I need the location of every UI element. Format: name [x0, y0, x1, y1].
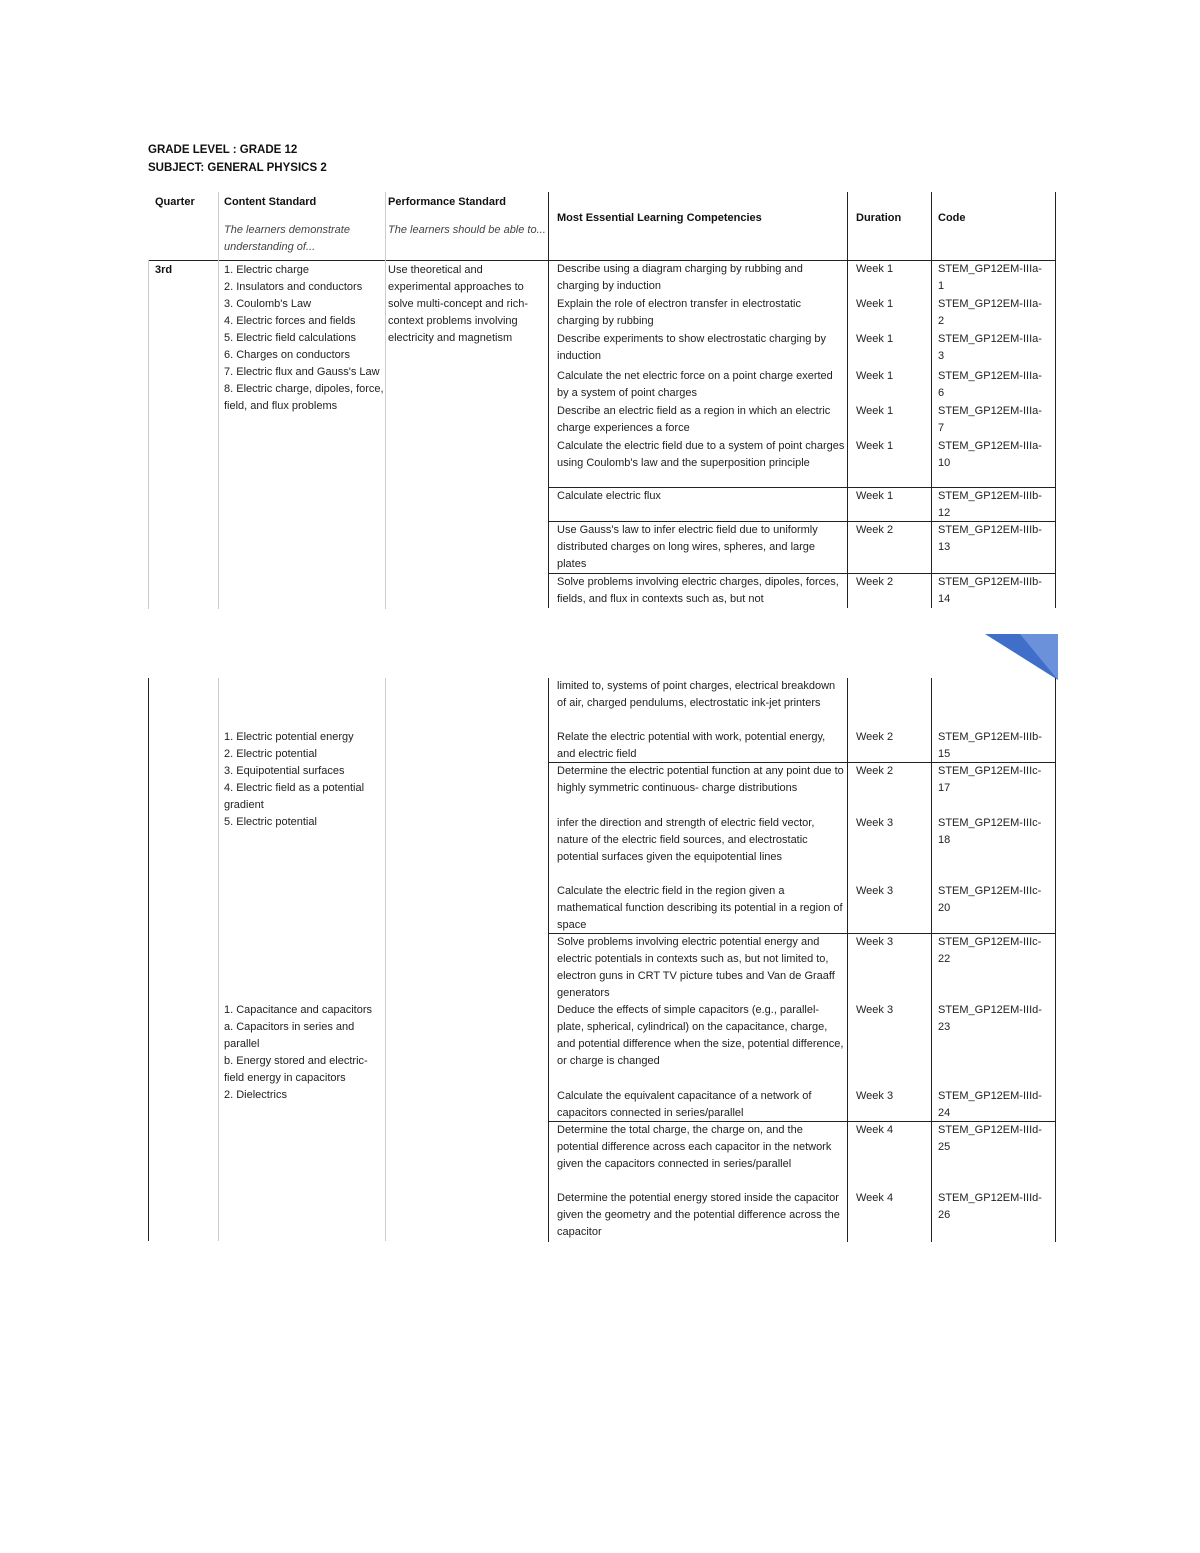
table-row: [549, 763, 1055, 815]
code-cell: STEM_GP12EM-IIIc-22: [931, 934, 1048, 1002]
duration-cell: Week 2: [847, 574, 932, 608]
content-standard-item: 5. Electric field calculations: [224, 332, 357, 344]
competency-text: Calculate the equivalent capacitance of a network of capacitors connected in series/parallel: [557, 1090, 812, 1119]
table-row: [549, 438, 1055, 488]
code-cell: STEM_GP12EM-IIIb-14: [931, 574, 1048, 608]
table-row: [549, 261, 1055, 296]
code-cell: STEM_GP12EM-IIIa-6: [931, 368, 1048, 403]
content-standard-item: 3. Coulomb's Law: [224, 298, 312, 310]
competency-text: Describe experiments to show electrostatic charging by induction: [557, 333, 827, 362]
header-content-standard: [224, 194, 384, 256]
header-row: [548, 192, 1056, 261]
duration-cell: Week 1: [847, 403, 932, 438]
duration-cell: Week 3: [847, 1088, 932, 1121]
header-content-sub: The learners demonstrate understanding of...: [224, 224, 350, 253]
competency-text: Solve problems involving electric potential energy and electric potentials in contexts such as, but not limited to, electron guns in CRT TV picture tubes and Van de Graaff generators: [557, 936, 835, 999]
table-row: [549, 729, 1055, 763]
table-row: [549, 403, 1055, 438]
code-cell: STEM_GP12EM-IIIc-20: [931, 883, 1048, 933]
code-cell: STEM_GP12EM-IIId-24: [931, 1088, 1048, 1121]
code-cell: STEM_GP12EM-IIIa-10: [931, 438, 1048, 487]
duration-cell: Week 1: [847, 438, 932, 487]
competency-text: Solve problems involving electric charges, dipoles, forces, fields, and flux in contexts such as, but not: [557, 576, 839, 605]
competency-text: Use Gauss's law to infer electric field due to uniformly distributed charges on long wires, spheres, and large plates: [557, 524, 818, 570]
competency-text: infer the direction and strength of electric field vector, nature of the electric field sources, and electrostatic potential surfaces given the equipotential lines: [557, 817, 815, 863]
content-standard-item: 5. Electric potential: [224, 816, 317, 828]
content-standard-item: 7. Electric flux and Gauss's Law: [224, 366, 380, 378]
table-row: [549, 678, 1055, 729]
code-cell: [931, 678, 1048, 729]
content-standard-item: b. Energy stored and electric-field energy in capacitors: [224, 1055, 368, 1084]
duration-cell: Week 4: [847, 1122, 932, 1190]
table-row: [549, 1190, 1055, 1242]
table-row: [549, 883, 1055, 934]
duration-cell: Week 2: [847, 729, 932, 762]
table-row: [549, 368, 1055, 403]
curriculum-table-2: [148, 678, 1054, 1241]
table-row: [549, 1122, 1055, 1190]
content-standard-item: 2. Insulators and conductors: [224, 281, 363, 293]
table-row: [549, 522, 1055, 574]
header-melc: Most Essential Learning Competencies: [557, 212, 762, 224]
duration-cell: Week 3: [847, 934, 932, 1002]
duration-cell: Week 1: [847, 368, 932, 403]
competency-text: Determine the electric potential function at any point due to highly symmetric continuous- charge distributions: [557, 765, 844, 794]
duration-cell: Week 1: [847, 331, 932, 368]
content-standard-item: 1. Electric charge: [224, 264, 309, 276]
code-cell: STEM_GP12EM-IIIc-18: [931, 815, 1048, 883]
content-standard-item: 3. Equipotential surfaces: [224, 765, 345, 777]
code-cell: STEM_GP12EM-IIId-23: [931, 1002, 1048, 1088]
code-cell: STEM_GP12EM-IIId-26: [931, 1190, 1048, 1242]
duration-cell: Week 3: [847, 815, 932, 883]
content-standard-item: 4. Electric forces and fields: [224, 315, 356, 327]
code-cell: STEM_GP12EM-IIIc-17: [931, 763, 1048, 815]
competency-text: Calculate electric flux: [557, 490, 661, 502]
duration-cell: Week 4: [847, 1190, 932, 1242]
table-row: [549, 1002, 1055, 1088]
table-row: [549, 488, 1055, 522]
table-row: [549, 815, 1055, 883]
duration-cell: Week 2: [847, 763, 932, 815]
competency-text: limited to, systems of point charges, electrical breakdown of air, charged pendulums, electrostatic ink-jet printers: [557, 680, 836, 709]
decorative-triangle-icon: [985, 630, 1060, 682]
content-standard-item: 4. Electric field as a potential gradient: [224, 782, 365, 811]
competency-rows: [548, 261, 1056, 608]
competency-text: Relate the electric potential with work, potential energy, and electric field: [557, 731, 826, 760]
header-divider: [148, 260, 548, 261]
content-standard-item: 2. Dielectrics: [224, 1089, 287, 1101]
duration-cell: Week 3: [847, 1002, 932, 1088]
competency-text: Describe using a diagram charging by rubbing and charging by induction: [557, 263, 803, 292]
code-cell: STEM_GP12EM-IIId-25: [931, 1122, 1048, 1190]
table-row: [549, 1088, 1055, 1122]
competency-rows: [548, 678, 1056, 1242]
header-content-label: Content Standard: [224, 196, 317, 208]
duration-cell: Week 1: [847, 488, 932, 521]
table-row: [549, 296, 1055, 331]
code-cell: STEM_GP12EM-IIIa-7: [931, 403, 1048, 438]
duration-cell: [847, 678, 932, 729]
content-standard-item: 6. Charges on conductors: [224, 349, 350, 361]
header-code: Code: [931, 192, 1048, 260]
header-quarter: Quarter: [155, 196, 195, 208]
header-performance-standard: [388, 194, 548, 239]
code-cell: STEM_GP12EM-IIIa-2: [931, 296, 1048, 331]
code-cell: STEM_GP12EM-IIIb-13: [931, 522, 1048, 573]
content-standard-item: 1. Capacitance and capacitors a. Capacitors in series and parallel: [224, 1004, 372, 1050]
header-duration: Duration: [847, 192, 932, 260]
competency-text: Calculate the electric field in the region given a mathematical function describing its potential in a region of space: [557, 885, 843, 931]
competency-text: Determine the potential energy stored inside the capacitor given the geometry and the potential difference across the capacitor: [557, 1192, 840, 1238]
table-row: [549, 331, 1055, 368]
content-standard-list: [224, 262, 384, 415]
content-standard-item: 1. Electric potential energy: [224, 731, 354, 743]
competency-text: Deduce the effects of simple capacitors (e.g., parallel-plate, spherical, cylindrical) on the capacitance, charge, and potential difference when the size, potential difference, or charge is changed: [557, 1004, 844, 1067]
quarter-value: 3rd: [155, 264, 173, 276]
code-cell: STEM_GP12EM-IIIa-3: [931, 331, 1048, 368]
curriculum-table-1: [148, 192, 1054, 609]
competency-text: Calculate the net electric force on a point charge exerted by a system of point charges: [557, 370, 833, 399]
performance-standard: Use theoretical and experimental approaches to solve multi-concept and rich-context problems involving electricity and magnetism: [388, 264, 529, 344]
competency-text: Describe an electric field as a region in which an electric charge experiences a force: [557, 405, 831, 434]
competency-text: Explain the role of electron transfer in electrostatic charging by rubbing: [557, 298, 801, 327]
content-standard-item: 8. Electric charge, dipoles, force, field, and flux problems: [224, 383, 384, 412]
header-performance-label: Performance Standard: [388, 196, 506, 208]
content-standard-list-capacitance: [224, 1002, 384, 1104]
competency-text: Determine the total charge, the charge on, and the potential difference across each capacitor in the network given the capacitors connected in series/parallel: [557, 1124, 832, 1170]
duration-cell: Week 1: [847, 261, 932, 296]
duration-cell: Week 2: [847, 522, 932, 573]
competency-text: Calculate the electric field due to a system of point charges using Coulomb's law and the superposition principle: [557, 440, 845, 469]
duration-cell: Week 3: [847, 883, 932, 933]
content-standard-item: 2. Electric potential: [224, 748, 317, 760]
code-cell: STEM_GP12EM-IIIb-15: [931, 729, 1048, 762]
header-performance-sub: The learners should be able to...: [388, 224, 546, 236]
code-cell: STEM_GP12EM-IIIa-1: [931, 261, 1048, 296]
duration-cell: Week 1: [847, 296, 932, 331]
code-cell: STEM_GP12EM-IIIb-12: [931, 488, 1048, 521]
table-row: [549, 934, 1055, 1002]
subject: SUBJECT: GENERAL PHYSICS 2: [148, 162, 327, 174]
table-row: [549, 574, 1055, 608]
grade-level: GRADE LEVEL : GRADE 12: [148, 144, 298, 156]
content-standard-list-potential: [224, 729, 384, 831]
